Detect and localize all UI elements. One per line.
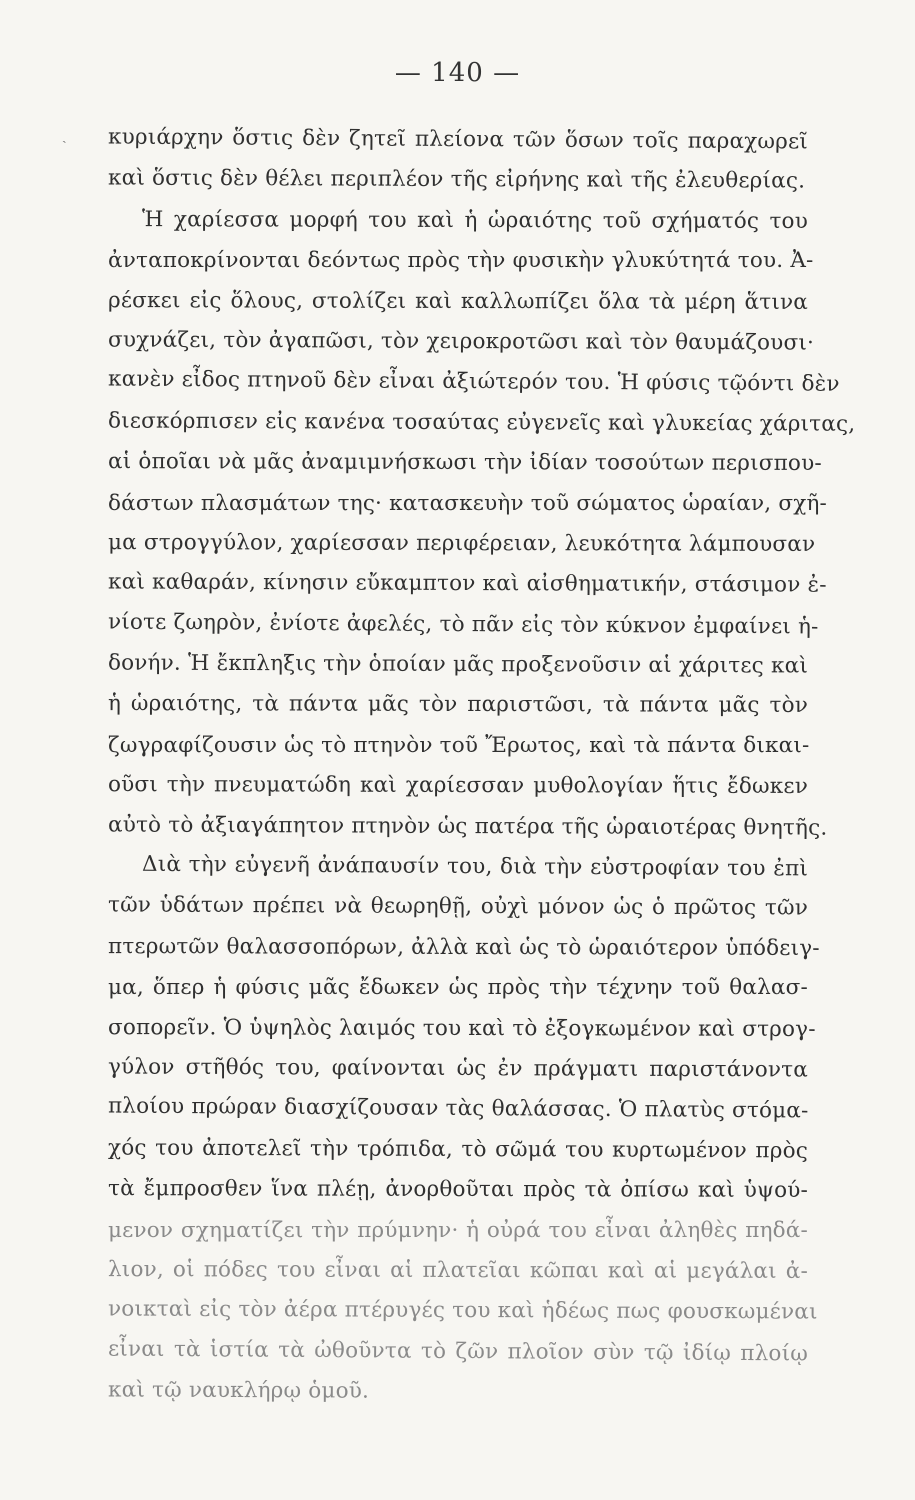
text-line: καὶ ὅστις δὲν θέλει περιπλέον τῆς εἰρήνης καὶ τῆς ἐλευθερίας. xyxy=(107,165,806,194)
text-line: ζωγραφίζουσιν ὡς τὸ πτηνὸν τοῦ Ἔρωτος, καὶ τὰ πάντα δικαι- xyxy=(108,732,810,758)
text-line: νοικταὶ εἰς τὸν ἀέρα πτέρυγές του καὶ ἡδέως πως φουσκωμέναι xyxy=(107,1296,818,1325)
text-line: τῶν ὑδάτων πρέπει νὰ θεωρηθῇ, οὐχὶ μόνον ὡς ὁ πρῶτος τῶν xyxy=(107,892,809,921)
text-line: τὰ ἔμπροσθεν ἵνα πλέῃ, ἀνορθοῦται πρὸς τὰ ὀπίσω καὶ ὑψού- xyxy=(107,1176,809,1204)
text-line: πλοίου πρώραν διασχίζουσαν τὰς θαλάσσας. Ὁ πλατὺς στόμα- xyxy=(107,1093,809,1124)
text-line: ἀνταποκρίνονται δεόντως πρὸς τὴν φυσικὴν γλυκύτητά του. Ἀ- xyxy=(108,248,814,274)
text-line: αὐτὸ τὸ ἀξιαγάπητον πτηνὸν ὡς πατέρα τῆς ὡραιοτέρας θνητῆς. xyxy=(107,812,828,841)
text-line: ἡ ὡραιότης, τὰ πάντα μᾶς τὸν παριστῶσι, τὰ πάντα μᾶς τὸν xyxy=(107,691,809,719)
text-line: συχνάζει, τὸν ἀγαπῶσι, τὸν χειροκροτῶσι καὶ τὸν θαυμάζουσι· xyxy=(107,327,815,356)
text-line: μα στρογγύλον, χαρίεσσαν περιφέρειαν, λευκότητα λάμπουσαν xyxy=(107,529,816,557)
text-line: γύλον στῆθός του, φαίνονται ὡς ἐν πράγματι παριστάνοντα xyxy=(107,1054,809,1083)
text-line: διεσκόρπισεν εἰς κανένα τοσαύτας εὐγενεῖς καὶ γλυκείας χάριτας, xyxy=(107,408,856,437)
text-line: καὶ τῷ ναυκλήρῳ ὁμοῦ. xyxy=(107,1377,370,1404)
text-line: νίοτε ζωηρὸν, ἐνίοτε ἀφελές, τὸ πᾶν εἰς τὸν κύκνον ἐμφαίνει ἡ- xyxy=(107,609,819,640)
body-text xyxy=(107,120,856,1413)
text-line: σοπορεῖν. Ὁ ὑψηλὸς λαιμός του καὶ τὸ ἐξογκωμένον καὶ στρογ- xyxy=(107,1014,816,1042)
text-line: μα, ὅπερ ἡ φύσις μᾶς ἔδωκεν ὡς πρὸς τὴν τέχνην τοῦ θαλασ- xyxy=(108,975,808,1001)
text-line: αἱ ὁποῖαι νὰ μᾶς ἀναμιμνήσκωσι τὴν ἰδίαν τοσούτων περισπου- xyxy=(107,449,822,477)
text-line: Διὰ τὴν εὐγενῆ ἀνάπαυσίν του, διὰ τὴν εὐστροφίαν του ἐπὶ xyxy=(141,851,809,882)
text-line: πτερωτῶν θαλασσοπόρων, ἀλλὰ καὶ ὡς τὸ ὡραιότερον ὑπόδειγ- xyxy=(107,933,820,961)
text-line: κανὲν εἶδος πτηνοῦ δὲν εἶναι ἀξιώτερόν του. Ἡ φύσις τῷόντι δὲν xyxy=(107,366,840,398)
text-line: οῦσι τὴν πνευματώδη καὶ χαρίεσσαν μυθολογίαν ἥτις ἔδωκεν xyxy=(107,772,809,800)
text-line: χός του ἀποτελεῖ τὴν τρόπιδα, τὸ σῶμά του κυρτωμένον πρὸς xyxy=(107,1135,809,1164)
text-line: δάστων πλασμάτων της· κατασκευὴν τοῦ σώματος ὡραίαν, σχῆ- xyxy=(108,490,827,516)
text-line: εἶναι τὰ ἱστία τὰ ὠθοῦντα τὸ ζῶν πλοῖον σὺν τῷ ἰδίῳ πλοίῳ xyxy=(107,1336,809,1367)
text-line: καὶ καθαράν, κίνησιν εὔκαμπτον καὶ αἰσθηματικήν, στάσιμον ἐ- xyxy=(107,569,827,598)
text-line: μενον σχηματίζει τὴν πρύμνην· ἡ οὐρά του εἶναι ἀληθὲς πηδά- xyxy=(108,1217,808,1243)
text-line: δονήν. Ἡ ἔκπληξις τὴν ὁποίαν μᾶς προξενοῦσιν αἱ χάριτες καὶ xyxy=(107,650,809,679)
margin-mark: ˎ xyxy=(62,128,67,144)
text-line: Ἡ χαρίεσσα μορφή του καὶ ἡ ὡραιότης τοῦ σχήματός του xyxy=(141,206,809,234)
page-number: — 140 — xyxy=(394,58,521,88)
text-line: κυριάρχην ὅστις δὲν ζητεῖ πλείονα τῶν ὅσων τοῖς παραχωρεῖ xyxy=(107,124,809,155)
text-line: ρέσκει εἰς ὅλους, στολίζει καὶ καλλωπίζει ὅλα τὰ μέρη ἅτινα xyxy=(107,287,809,315)
text-line: λιον, οἱ πόδες του εἶναι αἱ πλατεῖαι κῶπαι καὶ αἱ μεγάλαι ἀ- xyxy=(107,1257,809,1284)
